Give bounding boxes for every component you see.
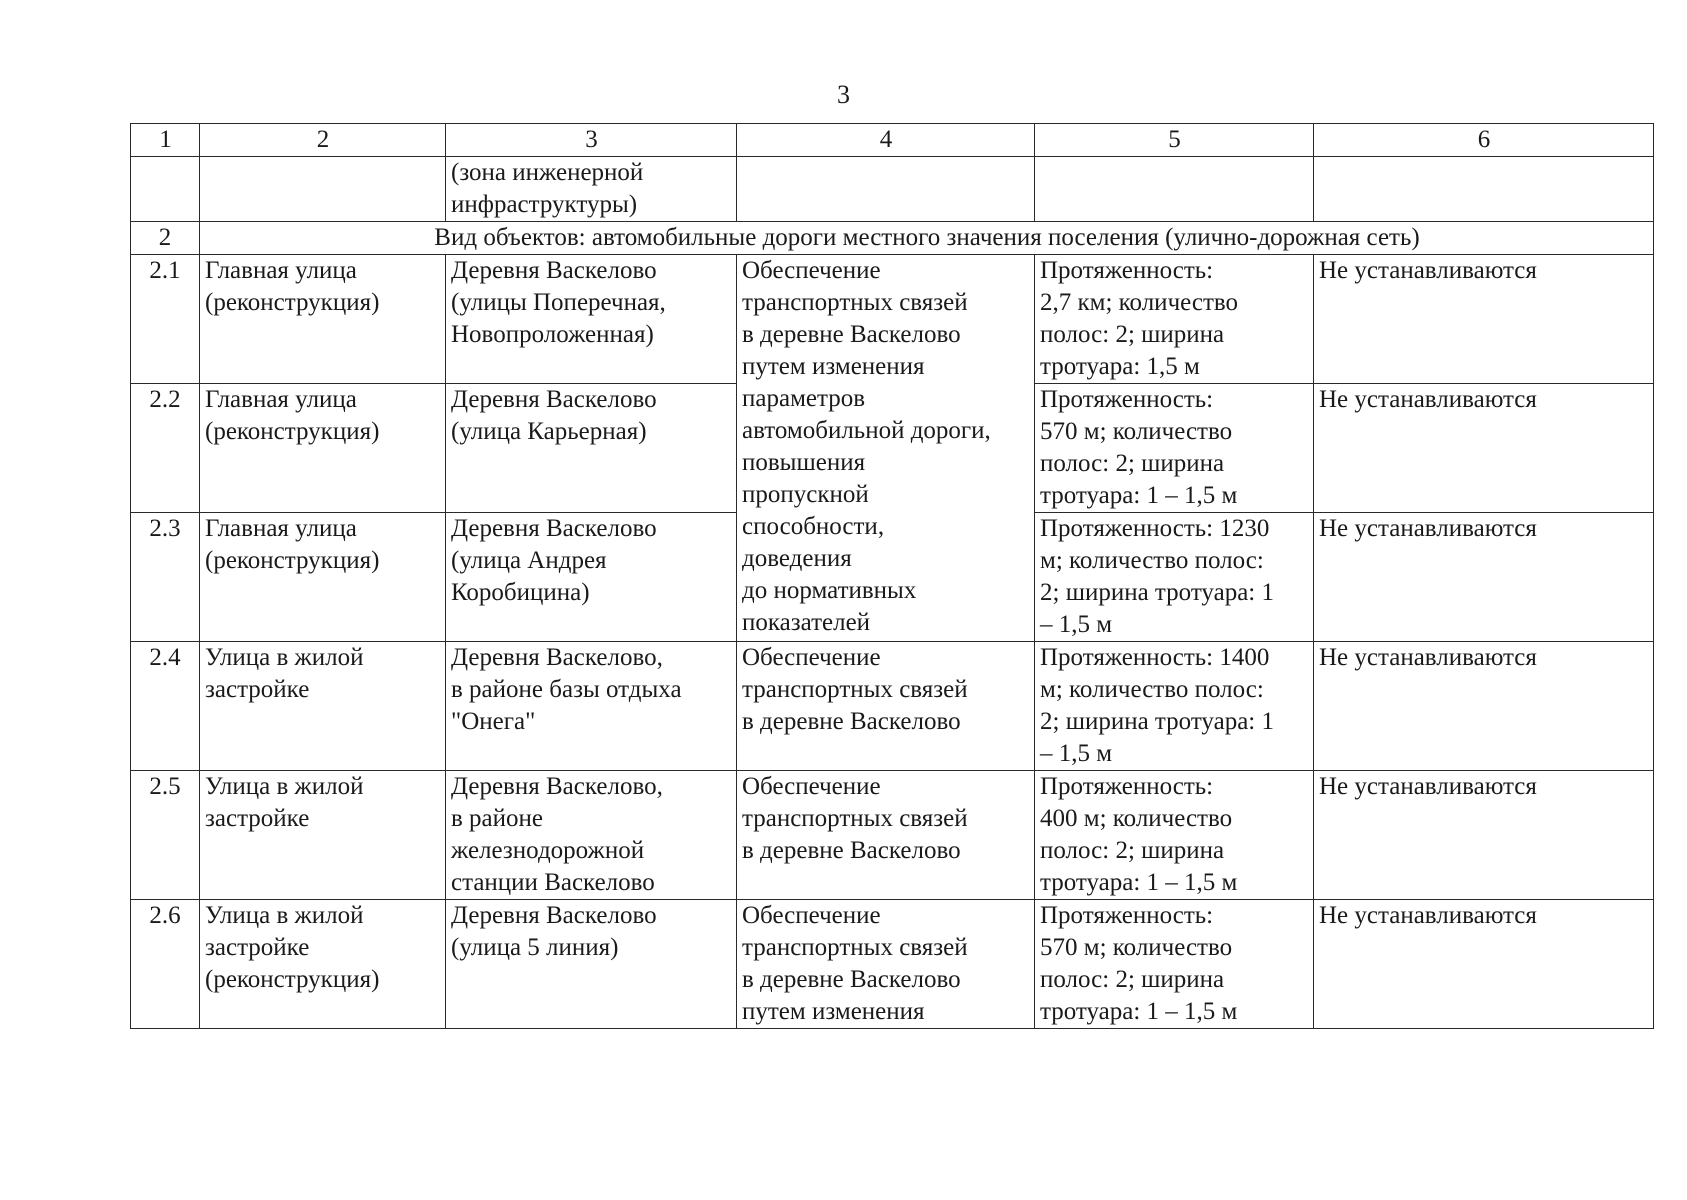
zones-cell: Не устанавливаются [1314,771,1654,900]
table-row [131,255,1654,384]
parameters-cell: Протяженность: 2,7 км; количество полос: 2; ширина тротуара: 1,5 м [1035,255,1314,384]
row-number: 2.1 [131,255,200,384]
object-name-cell: Улица в жилой застройке [200,642,446,771]
section-number: 2 [131,222,200,255]
column-number: 4 [737,124,1035,157]
object-name-cell: Главная улица (реконструкция) [200,255,446,384]
location-cell: Деревня Васкелово, в районе базы отдыха "Онега" [446,642,737,771]
empty-cell [1035,157,1314,222]
zones-cell: Не устанавливаются [1314,255,1654,384]
section-title: Вид объектов: автомобильные дороги местного значения поселения (улично-дорожная сеть) [200,222,1654,255]
section-row [131,222,1654,255]
location-cell: Деревня Васкелово (улицы Поперечная, Новопроложенная) [446,255,737,384]
object-name-cell: Главная улица (реконструкция) [200,384,446,513]
location-cell: Деревня Васкелово (улица 5 линия) [446,900,737,1029]
purpose-cell-merged: Обеспечение транспортных связей в деревне Васкелово путем изменения параметров автомобильной дороги, повышения пропускной способности, доведения до нормативных показателей [737,255,1035,642]
location-cell: Деревня Васкелово, в районе железнодорожной станции Васкелово [446,771,737,900]
row-number: 2.5 [131,771,200,900]
purpose-cell: Обеспечение транспортных связей в деревне Васкелово [737,642,1035,771]
purpose-cell: Обеспечение транспортных связей в деревне Васкелово путем изменения [737,900,1035,1029]
zones-cell: Не устанавливаются [1314,642,1654,771]
column-number: 5 [1035,124,1314,157]
column-number: 1 [131,124,200,157]
empty-cell [1314,157,1654,222]
parameters-cell: Протяженность: 570 м; количество полос: 2; ширина тротуара: 1 – 1,5 м [1035,384,1314,513]
zones-cell: Не устанавливаются [1314,900,1654,1029]
row-number: 2.4 [131,642,200,771]
column-number: 3 [446,124,737,157]
zones-cell: Не устанавливаются [1314,384,1654,513]
purpose-cell: Обеспечение транспортных связей в деревне Васкелово [737,771,1035,900]
column-number: 6 [1314,124,1654,157]
location-cell: Деревня Васкелово (улица Карьерная) [446,384,737,513]
parameters-cell: Протяженность: 570 м; количество полос: 2; ширина тротуара: 1 – 1,5 м [1035,900,1314,1029]
table-row [131,771,1654,900]
empty-cell [131,157,200,222]
row-number: 2.3 [131,513,200,642]
location-cell: Деревня Васкелово (улица Андрея Коробицина) [446,513,737,642]
parameters-cell: Протяженность: 1400 м; количество полос: 2; ширина тротуара: 1 – 1,5 м [1035,642,1314,771]
table-row [131,900,1654,1029]
column-number-row [131,124,1654,157]
column-number: 2 [200,124,446,157]
object-name-cell: Главная улица (реконструкция) [200,513,446,642]
page-number: 3 [837,80,850,109]
row-number: 2.6 [131,900,200,1029]
object-name-cell: Улица в жилой застройке [200,771,446,900]
object-name-cell: Улица в жилой застройке (реконструкция) [200,900,446,1029]
row-number: 2.2 [131,384,200,513]
objects-table [130,123,1654,1029]
empty-cell [737,157,1035,222]
empty-cell [200,157,446,222]
parameters-cell: Протяженность: 400 м; количество полос: 2; ширина тротуара: 1 – 1,5 м [1035,771,1314,900]
parameters-cell: Протяженность: 1230 м; количество полос: 2; ширина тротуара: 1 – 1,5 м [1035,513,1314,642]
continuation-row [131,157,1654,222]
table-row [131,642,1654,771]
location-cell: (зона инженерной инфраструктуры) [446,157,737,222]
zones-cell: Не устанавливаются [1314,513,1654,642]
